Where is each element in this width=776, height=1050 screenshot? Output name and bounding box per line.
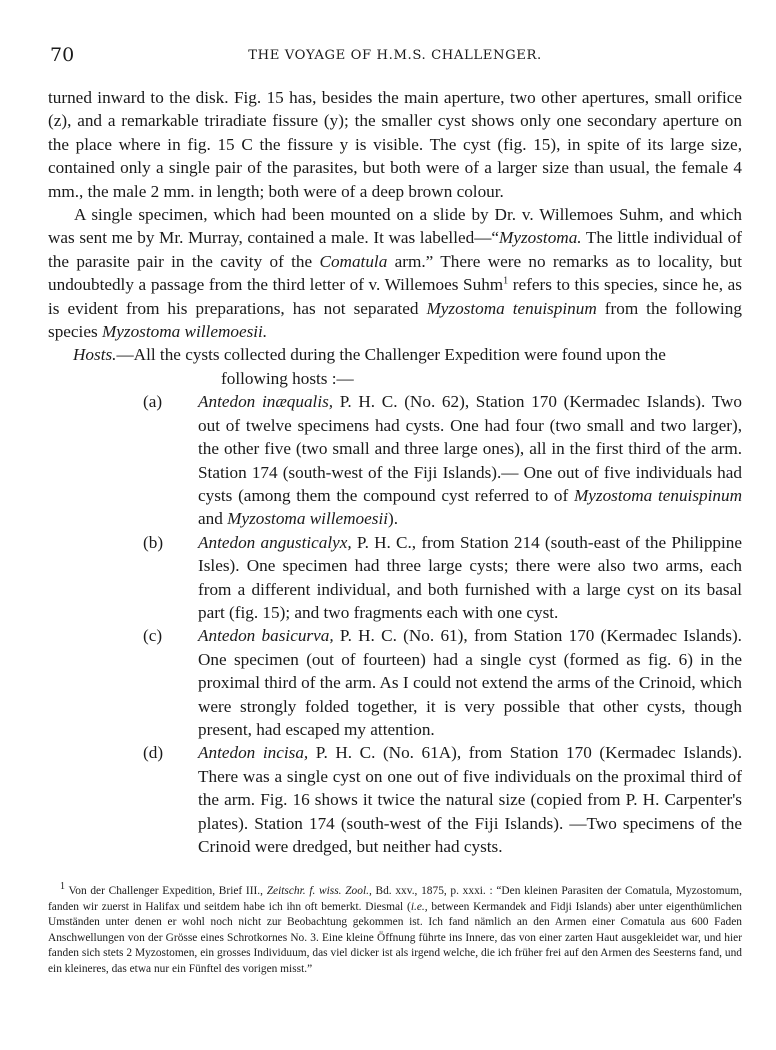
text-run: —All the cysts collected during the Challenger Expedition were found upon the xyxy=(116,345,666,365)
text-run: The little individual of the parasite pair in the cavity of the xyxy=(48,228,742,271)
host-text: P. H. C. (No. 62), Station 170 (Kermadec Islands). Two out of twelve specimens had cysts. One had four (two small and two larger), the other five (two small and three large ones), all in the first third of the arm. Station 174 (south-west of the Fiji Islands).— One out of five individuals had cysts (among them the compound cyst referred to of xyxy=(198,392,742,505)
italic-abbrev: i.e., xyxy=(410,900,428,913)
host-text: P. H. C. (No. 61A), from Station 170 (Kermadec Islands). There was a single cyst on one out of five individuals on the proximal third of the arm. Fig. 16 shows it twice the natural size (copied from P. H. Carpenter's plates). Station 174 (south-west of the Fiji Islands). —Two specimens of the Crinoid were dredged, but neither had cysts. xyxy=(198,743,742,856)
host-label: (d) xyxy=(143,743,164,763)
text-run: arm.” There were no remarks as to locality, but undoubtedly a passage from the third letter of v. Willemoes Suhm xyxy=(48,251,742,295)
paragraph-single-specimen xyxy=(48,203,742,343)
text-run: Bd. xxv., 1875, p. xxxi. : “Den kleinen Parasiten der Comatula, Myzostomum, fanden wir zuerst in Halifax und seitdem habe ich ihn oft bemerkt. Diesmal ( xyxy=(48,885,742,913)
italic-journal: Zeitschr. f. wiss. Zool., xyxy=(266,885,372,897)
text-run: from the following species xyxy=(48,298,742,342)
host-species: Antedon angusticalyx, xyxy=(198,532,352,552)
italic-species: Myzostoma willemoesii xyxy=(227,509,389,529)
page-header xyxy=(50,44,740,66)
host-entry-b xyxy=(48,531,742,625)
italic-species: Myzostoma tenuispinum xyxy=(573,485,742,505)
hosts-heading xyxy=(48,343,742,390)
page-number: 70 xyxy=(50,44,75,66)
text-run: ). xyxy=(388,509,399,529)
host-label: (a) xyxy=(143,392,163,412)
footnote-marker: 1 xyxy=(60,881,65,893)
host-entry-a xyxy=(48,390,742,530)
text-run: and xyxy=(198,509,228,529)
main-text xyxy=(48,86,742,858)
text-run: between Kermandek and Fidji Islands) aber unter eigenthümlichen Umständen unter denen er wohl noch nicht zur Beobachtung gekommen ist. Ich fand nämlich an den Armen einer Comatula aus 600 Faden Anschwellungen von der Grösse eines Schrotkornes No. 3. Eine kleine Öffnung führte ins Innere, das von einer zarten Haut ausgekleidet war, und hier fanden sich stets 2 Myzostomen, ein grosses Individuum, das viel dicker ist als irgend welche, die ich früher frei auf den Armen des Seesterns fand, und ein kleineres, das etwa nur ein Fünftel des vorigen misst.” xyxy=(48,900,742,975)
host-label: (b) xyxy=(143,532,164,552)
paragraph-cyst-description xyxy=(48,86,742,203)
paragraph-text: turned inward to the disk. Fig. 15 has, besides the main aperture, two other apertures, small orifice (z), and a remarkable triradiate fissure (y); the smaller cyst shows only one secondary aperture on the place where in fig. 15 C the fissure y is visible. The cyst (fig. 15), in spite of its large size, contained only a single pair of the parasites, but both were of a larger size than usual, the female 4 mm., the male 2 mm. in length; both were of a deep brown colour. xyxy=(48,88,742,201)
italic-species: Myzostoma tenuispinum xyxy=(426,298,597,318)
host-entry-d xyxy=(48,741,742,858)
italic-species: Myzostoma willemoesii. xyxy=(101,322,268,342)
host-text: P. H. C., from Station 214 (south-east of the Philippine Isles). One specimen had three large cysts; there were also two arms, each from a different individual, and both furnished with a large cyst on its basal part (fig. 15); and two fragments each with one cyst. xyxy=(198,532,743,622)
host-entry-c xyxy=(48,624,742,741)
italic-comatula: Comatula xyxy=(319,251,388,271)
host-text: P. H. C. (No. 61), from Station 170 (Kermadec Islands). One specimen (out of fourteen) had a single cyst (formed as fig. 6) in the proximal third of the arm. As I could not extend the arms of the Crinoid, which were strongly folded together, it is very possible that other cysts, though present, had escaped my attention. xyxy=(198,626,742,739)
host-label: (c) xyxy=(143,626,163,646)
host-species: Antedon incisa, xyxy=(198,743,309,763)
host-species: Antedon inæqualis, xyxy=(198,392,334,412)
text-run: A single specimen, which had been mounted on a slide by Dr. v. Willemoes Suhm, and which was sent me by Mr. Murray, contained a male. It was labelled—“ xyxy=(48,205,742,248)
running-title: THE VOYAGE OF H.M.S. CHALLENGER. xyxy=(248,48,542,63)
hosts-label: Hosts. xyxy=(73,345,117,365)
text-run: Von der Challenger Expedition, Brief III., xyxy=(65,885,267,897)
text-run: refers to this species, since he, as is evident from his preparations, has not separated xyxy=(48,275,742,318)
footnote xyxy=(48,881,742,978)
italic-genus: Myzostoma. xyxy=(499,228,582,248)
text-run: following hosts :— xyxy=(221,368,354,388)
host-species: Antedon basicurva, xyxy=(198,626,334,646)
footnote-marker: 1 xyxy=(503,275,509,287)
